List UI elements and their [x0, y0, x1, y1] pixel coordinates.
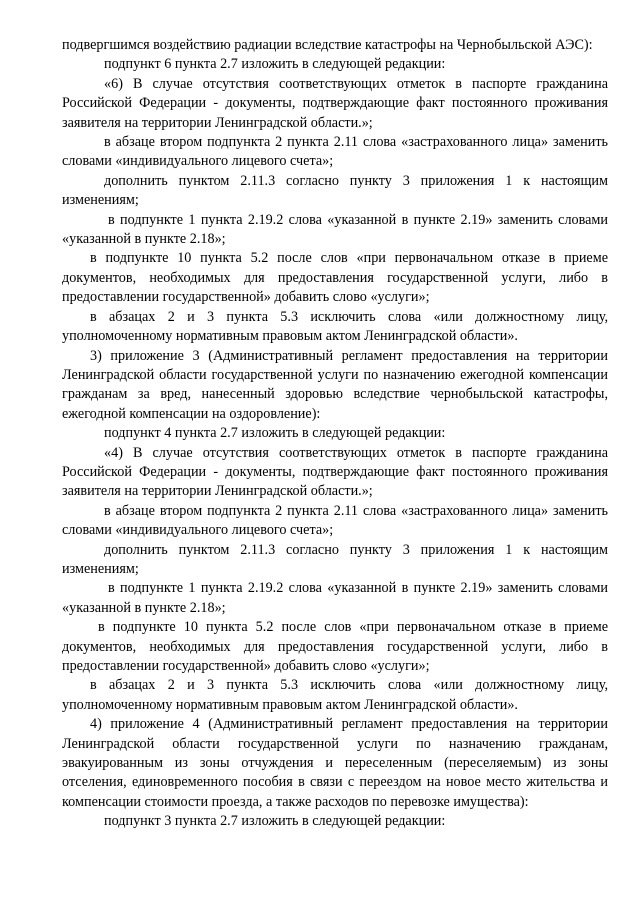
- paragraph-5: дополнить пунктом 2.11.3 согласно пункту 3 приложения 1 к настоящим изменениям;: [62, 172, 608, 209]
- paragraph-3: «6) В случае отсутствия соответствующих отметок в паспорте гражданина Российской Федерации - документы, подтверждающие факт постоянного проживания заявителя на территории Ленинградской области.»;: [62, 75, 608, 131]
- document-page: [62, 36, 608, 832]
- paragraph-15: в подпункте 10 пункта 5.2 после слов «при первоначальном отказе в приеме документов, необходимых для предоставления государственной услуги, либо в предоставлении государственной» добавить слово «услуги»;: [62, 619, 608, 674]
- paragraph-13: дополнить пунктом 2.11.3 согласно пункту 3 приложения 1 к настоящим изменениям;: [62, 541, 608, 577]
- paragraph-16: в абзацах 2 и 3 пункта 5.3 исключить слова «или должностному лицу, уполномоченному нормативным правовым актом Ленинградской области».: [62, 677, 608, 713]
- paragraph-4: в абзаце втором подпункта 2 пункта 2.11 слова «застрахованного лица» заменить словами «индивидуального лицевого счета»;: [62, 134, 608, 170]
- paragraph-12: в абзаце втором подпункта 2 пункта 2.11 слова «застрахованного лица» заменить словами «индивидуального лицевого счета»;: [62, 502, 608, 539]
- paragraph-7: в подпункте 10 пункта 5.2 после слов «при первоначальном отказе в приеме документов, необходимых для предоставления государственной услуги, либо в предоставлении государственной» добавить слово «услуги»;: [62, 250, 608, 306]
- paragraph-6: в подпункте 1 пункта 2.19.2 слова «указанной в пункте 2.19» заменить словами «указанной в пункте 2.18»;: [62, 211, 608, 248]
- paragraph-8: в абзацах 2 и 3 пункта 5.3 исключить слова «или должностному лицу, уполномоченному нормативным правовым актом Ленинградской области».: [62, 308, 608, 345]
- paragraph-14: в подпункте 1 пункта 2.19.2 слова «указанной в пункте 2.19» заменить словами «указанной в пункте 2.18»;: [62, 580, 608, 616]
- paragraph-1: подвергшимся воздействию радиации вследствие катастрофы на Чернобыльской АЭС):: [62, 37, 593, 53]
- paragraph-11: «4) В случае отсутствия соответствующих отметок в паспорте гражданина Российской Федерации - документы, подтверждающие факт постоянного проживания заявителя на территории Ленинградской области.»;: [62, 444, 608, 500]
- paragraph-2: подпункт 6 пункта 2.7 изложить в следующей редакции:: [104, 56, 446, 73]
- paragraph-10: подпункт 4 пункта 2.7 изложить в следующей редакции:: [104, 425, 446, 442]
- paragraph-17: 4) приложение 4 (Административный регламент предоставления на территории Ленинградской области государственной услуги по назначению гражданам, эвакуированным из зоны отчуждения и переселенным (переселяемым) из зоны отселения, единовременного пособия в связи с переездом на новое место жительства и компенсации стоимости проезда, а также расходов по перевозке имущества):: [62, 716, 608, 810]
- paragraph-9: 3) приложение 3 (Административный регламент предоставления на территории Ленинградской области государственной услуги по назначению ежегодной компенсации гражданам за вред, нанесенный здоровью вследствие чернобыльской катастрофы, ежегодной компенсации на оздоровление):: [62, 347, 608, 422]
- paragraph-18: подпункт 3 пункта 2.7 изложить в следующей редакции:: [104, 813, 446, 830]
